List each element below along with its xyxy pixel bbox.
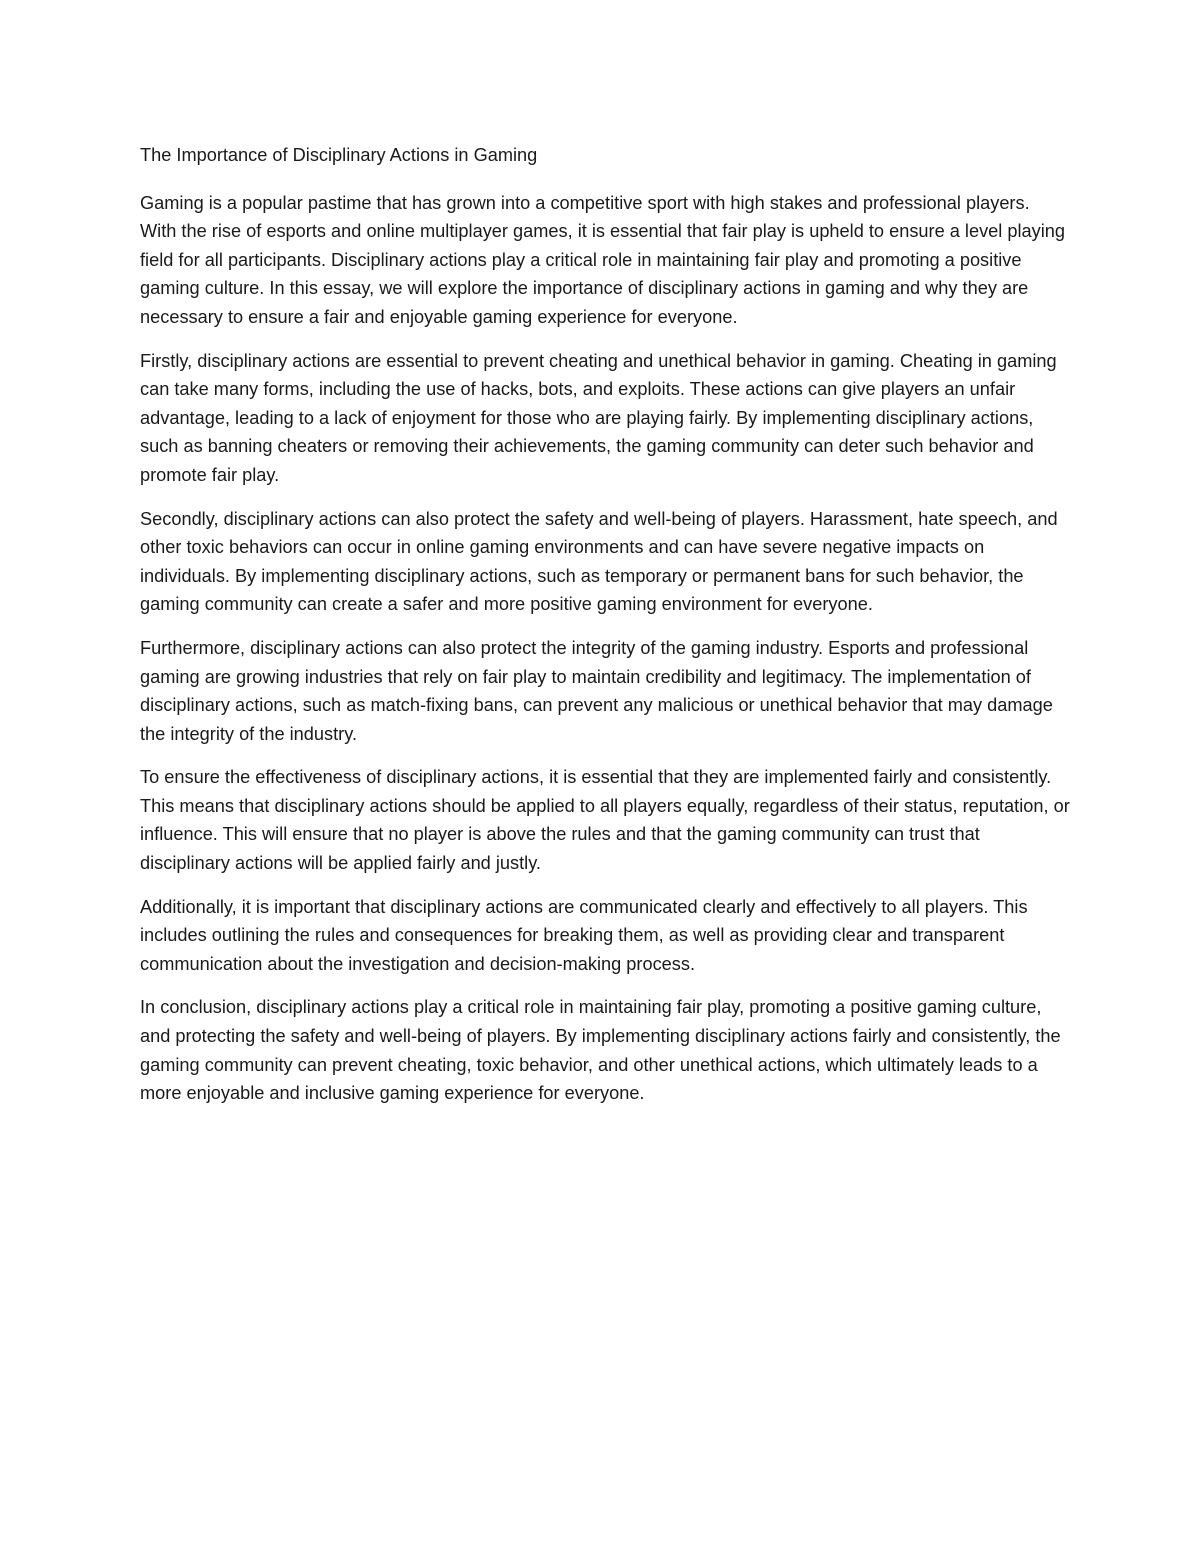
paragraph-safety: Secondly, disciplinary actions can also protect the safety and well-being of players. Harassment, hate speech, and other toxic behaviors can occur in online gaming environments and can have severe negative impacts on individuals. By implementing disciplinary actions, such as temporary or permanent bans for such behavior, the gaming community can create a safer and more positive gaming environment for everyone. [140,508,1058,615]
document-body [140,141,1070,1123]
paragraph-integrity: Furthermore, disciplinary actions can also protect the integrity of the gaming industry. Esports and professional gaming are growing industries that rely on fair play to maintain credibility and legitimacy. The implementation of disciplinary actions, such as match-fixing bans, can prevent any malicious or unethical behavior that may damage the integrity of the industry. [140,637,1053,744]
paragraph-conclusion: In conclusion, disciplinary actions play a critical role in maintaining fair play, promoting a positive gaming culture, and protecting the safety and well-being of players. By implementing disciplinary actions fairly and consistently, the gaming community can prevent cheating, toxic behavior, and other unethical actions, which ultimately leads to a more enjoyable and inclusive gaming experience for everyone. [140,997,1061,1104]
paragraph-communication: Additionally, it is important that disciplinary actions are communicated clearly and effectively to all players. This includes outlining the rules and consequences for breaking them, as well as providing clear and transparent communication about the investigation and decision-making process. [140,896,1028,974]
paragraph-introduction: Gaming is a popular pastime that has grown into a competitive sport with high stakes and professional players. With the rise of esports and online multiplayer games, it is essential that fair play is upheld to ensure a level playing field for all participants. Disciplinary actions play a critical role in maintaining fair play and promoting a positive gaming culture. In this essay, we will explore the importance of disciplinary actions in gaming and why they are necessary to ensure a fair and enjoyable gaming experience for everyone. [140,192,1066,327]
paragraph-fairness: To ensure the effectiveness of disciplinary actions, it is essential that they are implemented fairly and consistently. This means that disciplinary actions should be applied to all players equally, regardless of their status, reputation, or influence. This will ensure that no player is above the rules and that the gaming community can trust that disciplinary actions will be applied fairly and justly. [140,767,1070,874]
paragraph-cheating: Firstly, disciplinary actions are essential to prevent cheating and unethical behavior in gaming. Cheating in gaming can take many forms, including the use of hacks, bots, and exploits. These actions can give players an unfair advantage, leading to a lack of enjoyment for those who are playing fairly. By implementing disciplinary actions, such as banning cheaters or removing their achievements, the gaming community can deter such behavior and promote fair play. [140,350,1057,485]
document-title: The Importance of Disciplinary Actions in Gaming [140,145,538,165]
